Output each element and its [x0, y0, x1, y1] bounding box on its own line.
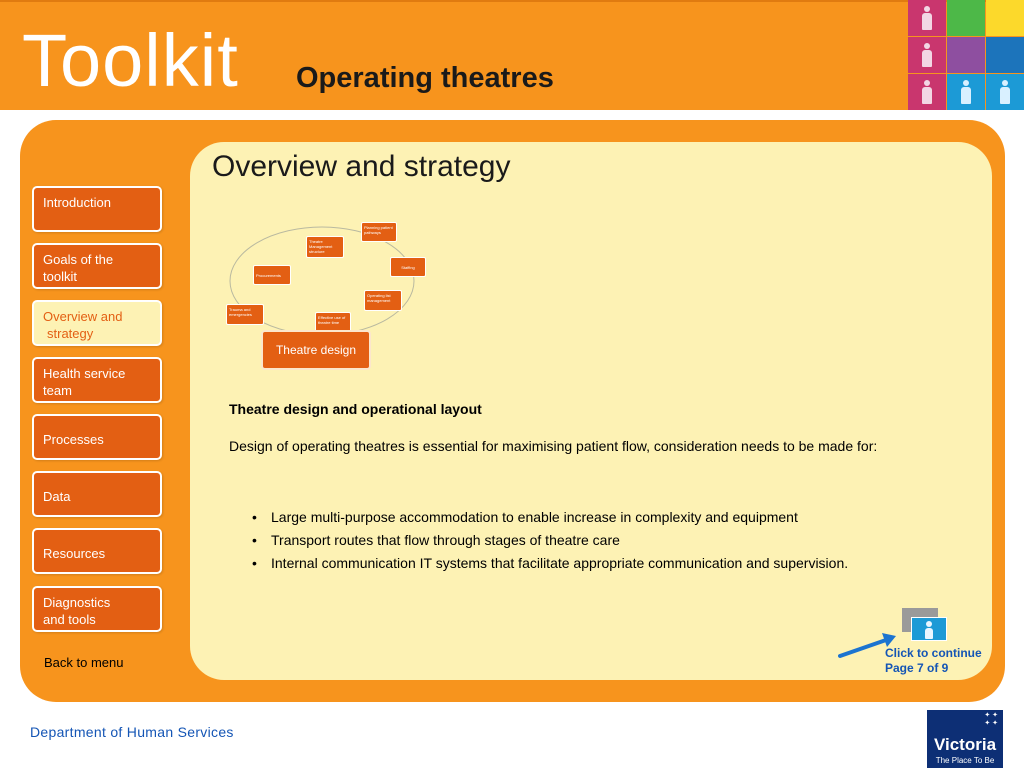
sidebar-item-data[interactable]	[32, 471, 162, 517]
page-indicator: Page 7 of 9	[885, 661, 949, 675]
sidebar-item-label: Goals of the	[43, 252, 114, 267]
continue-button[interactable]	[911, 617, 947, 641]
sidebar-item-label: Health service	[43, 366, 126, 381]
person-icon	[924, 621, 934, 639]
sidebar-item-label: toolkit	[43, 269, 77, 284]
page-title: Overview and strategy	[212, 150, 511, 183]
mosaic-tile	[947, 0, 985, 36]
person-icon	[921, 43, 933, 67]
section-heading: Theatre design and operational layout	[229, 401, 482, 417]
sidebar-item-overview[interactable]	[32, 300, 162, 346]
person-icon	[921, 6, 933, 30]
sidebar-item-diagnostics[interactable]	[32, 586, 162, 632]
back-to-menu-link[interactable]: Back to menu	[44, 655, 124, 670]
diagram-node[interactable]: Theatre Management structure	[306, 236, 344, 258]
app-subtitle: Operating theatres	[296, 62, 554, 94]
people-mosaic-logo	[908, 0, 1024, 110]
mosaic-tile	[947, 74, 985, 110]
click-to-continue-link[interactable]: Click to continue	[885, 646, 982, 660]
logo-tagline: The Place To Be	[935, 756, 995, 765]
mosaic-tile	[986, 0, 1024, 36]
list-item-text: Transport routes that flow through stages of theatre care	[271, 532, 620, 548]
person-icon	[960, 80, 972, 104]
diagram-node[interactable]: Operating list management	[364, 290, 402, 311]
diagram-node[interactable]: Trauma and emergencies	[226, 304, 264, 325]
diagram-node[interactable]: Planning patient pathways	[361, 222, 397, 242]
mosaic-tile	[947, 37, 985, 73]
list-item	[250, 552, 940, 575]
person-icon	[921, 80, 933, 104]
person-icon	[999, 80, 1011, 104]
sidebar-item-health-service-team[interactable]	[32, 357, 162, 403]
sidebar-item-label: Overview and	[43, 309, 123, 324]
process-cycle-diagram	[222, 215, 442, 375]
mosaic-tile	[908, 37, 946, 73]
diagram-node-theatre-design[interactable]: Theatre design	[261, 330, 371, 370]
sidebar-item-label: Processes	[43, 432, 104, 447]
sidebar-item-label: team	[43, 383, 72, 398]
sidebar-item-goals[interactable]	[32, 243, 162, 289]
intro-paragraph: Design of operating theatres is essential for maximising patient flow, consideration needs to be made for:	[229, 438, 878, 454]
department-name: Department of Human Services	[30, 724, 234, 740]
sidebar-item-label: Data	[43, 489, 71, 504]
sidebar-item-label: Resources	[43, 546, 106, 561]
bullet-icon: •	[252, 555, 257, 571]
header-top-rule	[0, 0, 1024, 2]
sidebar-item-resources[interactable]	[32, 528, 162, 574]
list-item	[250, 529, 940, 552]
bullet-icon: •	[252, 532, 257, 548]
mosaic-tile	[908, 0, 946, 36]
sidebar-item-processes[interactable]	[32, 414, 162, 460]
diagram-node[interactable]: Effective use of theatre time	[315, 312, 351, 332]
bullet-list	[250, 506, 940, 575]
victoria-logo	[927, 710, 1003, 768]
list-item-text: Large multi-purpose accommodation to enable increase in complexity and equipment	[271, 509, 798, 525]
sidebar-item-label: strategy	[47, 326, 94, 341]
app-title: Toolkit	[22, 19, 239, 102]
list-item	[250, 506, 940, 529]
sidebar-item-label: and tools	[43, 612, 96, 627]
bullet-icon: •	[252, 509, 257, 525]
header-bar	[0, 0, 1024, 110]
stars-icon: ✦ ✦ ✦ ✦	[984, 712, 998, 727]
sidebar-item-label: Diagnostics	[43, 595, 111, 610]
sidebar-item-introduction[interactable]	[32, 186, 162, 232]
list-item-text: Internal communication IT systems that facilitate appropriate communication and supervision.	[271, 555, 849, 571]
mosaic-tile	[908, 74, 946, 110]
mosaic-tile	[986, 74, 1024, 110]
mosaic-tile	[986, 37, 1024, 73]
diagram-node[interactable]: Staffing	[390, 257, 426, 277]
sidebar-item-label: Introduction	[43, 195, 111, 210]
logo-name: Victoria	[933, 735, 997, 754]
diagram-node[interactable]: Procurements	[253, 265, 291, 285]
